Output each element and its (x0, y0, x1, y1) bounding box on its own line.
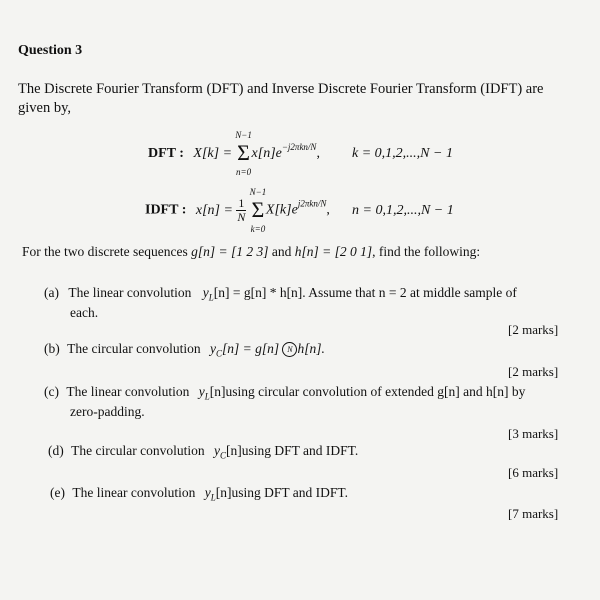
dft-range: k = 0,1,2,...,N − 1 (352, 146, 453, 161)
part-b (44, 341, 325, 359)
part-a-rest: [n] = g[n] * h[n]. Assume that n = 2 at middle sample of (213, 285, 517, 300)
dft-sum-top: N−1 (235, 130, 252, 141)
part-c-id: (c) (44, 384, 59, 399)
idft-label: IDFT : (145, 202, 187, 218)
intro-line-1: The Discrete Fourier Transform (DFT) and Inverse Discrete Fourier Transform (IDFT) are (18, 81, 544, 97)
part-c-marks: [3 marks] (508, 426, 559, 441)
dft-equation: DFT : X[k] = N−1 Σ n=0 $x[n]e^{-j2\pi kn/N}$, (148, 130, 320, 178)
part-d-marks: [6 marks] (508, 465, 559, 480)
sequences-and: and (271, 244, 292, 259)
idft-sum-bottom: k=0 (250, 224, 266, 234)
part-a-text: The linear convolution (68, 285, 192, 300)
sequence-g: g[n] = [1 2 3] (191, 244, 269, 259)
part-a-id: (a) (44, 285, 59, 300)
part-e-sub: L (210, 492, 216, 503)
part-c-text: The linear convolution (66, 384, 190, 399)
part-a-sub: L (208, 292, 214, 303)
idft-lhs: x[n] = (195, 202, 233, 218)
idft-sum-top: N−1 (249, 187, 267, 197)
part-c-sub: L (204, 391, 210, 402)
part-d-text: The circular convolution (71, 443, 205, 458)
part-b-sub: C (215, 348, 222, 359)
idft-equation: IDFT : x[n] = $\frac{1}{N}$ N−1 Σ k=0 $X[k]e^{j2\pi kn/N}$, (145, 187, 330, 234)
part-b-rest-b: h[n]. (297, 341, 325, 356)
part-a (44, 285, 517, 303)
part-b-marks: [2 marks] (508, 364, 559, 379)
part-a-marks: [2 marks] (508, 322, 559, 337)
part-e-id: (e) (50, 485, 65, 500)
part-c-expr: y (198, 384, 205, 399)
question-title: Question 3 (18, 43, 83, 58)
dft-sum-symbol: N−1 Σ n=0 (235, 130, 252, 178)
intro-line-2: given by, (18, 100, 72, 116)
part-d (48, 443, 358, 461)
part-c-rest: [n]using circular convolution of extended g[n] and h[n] by (209, 384, 526, 399)
part-d-rest: [n]using DFT and IDFT. (225, 443, 359, 458)
part-e-text: The linear convolution (72, 485, 196, 500)
part-e-rest: [n]using DFT and IDFT. (215, 485, 348, 500)
part-b-expr: y (209, 341, 216, 356)
part-a-expr: y (202, 285, 209, 300)
idft-frac-num: 1 (238, 196, 245, 210)
dft-term: x[n]e (251, 146, 282, 161)
sequences-prefix: For the two discrete sequences (22, 244, 188, 259)
dft-label: DFT : (148, 146, 184, 161)
part-d-id: (d) (48, 443, 64, 458)
part-e (50, 485, 348, 503)
sequences-suffix: , find the following: (372, 244, 481, 259)
part-d-sub: C (219, 450, 226, 461)
dft-sum-bottom: n=0 (235, 167, 252, 178)
idft-fraction (236, 197, 246, 224)
part-e-marks: [7 marks] (508, 506, 559, 521)
circular-convolution-operator-icon: N (282, 342, 297, 357)
idft-term: X[k]e (265, 202, 298, 218)
dft-exponent: −j2πkn/N (281, 142, 317, 152)
part-c-line2: zero-padding. (70, 404, 145, 419)
part-b-id: (b) (44, 341, 60, 356)
part-a-line2: each. (70, 305, 99, 320)
part-b-text: The circular convolution (67, 341, 201, 356)
dft-lhs: X[k] = (193, 146, 233, 161)
idft-frac-den: N (237, 210, 246, 224)
part-b-rest-a: [n] = g[n] (221, 341, 280, 356)
idft-exponent: j2πkn/N (297, 198, 327, 209)
idft-sum-symbol: N−1 Σ k=0 (249, 187, 267, 234)
sequence-h: h[n] = [2 0 1] (294, 244, 373, 259)
sequences-line (22, 244, 480, 260)
idft-range: n = 0,1,2,...,N − 1 (352, 203, 454, 218)
part-d-expr: y (213, 443, 220, 458)
part-c (44, 384, 525, 402)
part-e-expr: y (204, 485, 211, 500)
